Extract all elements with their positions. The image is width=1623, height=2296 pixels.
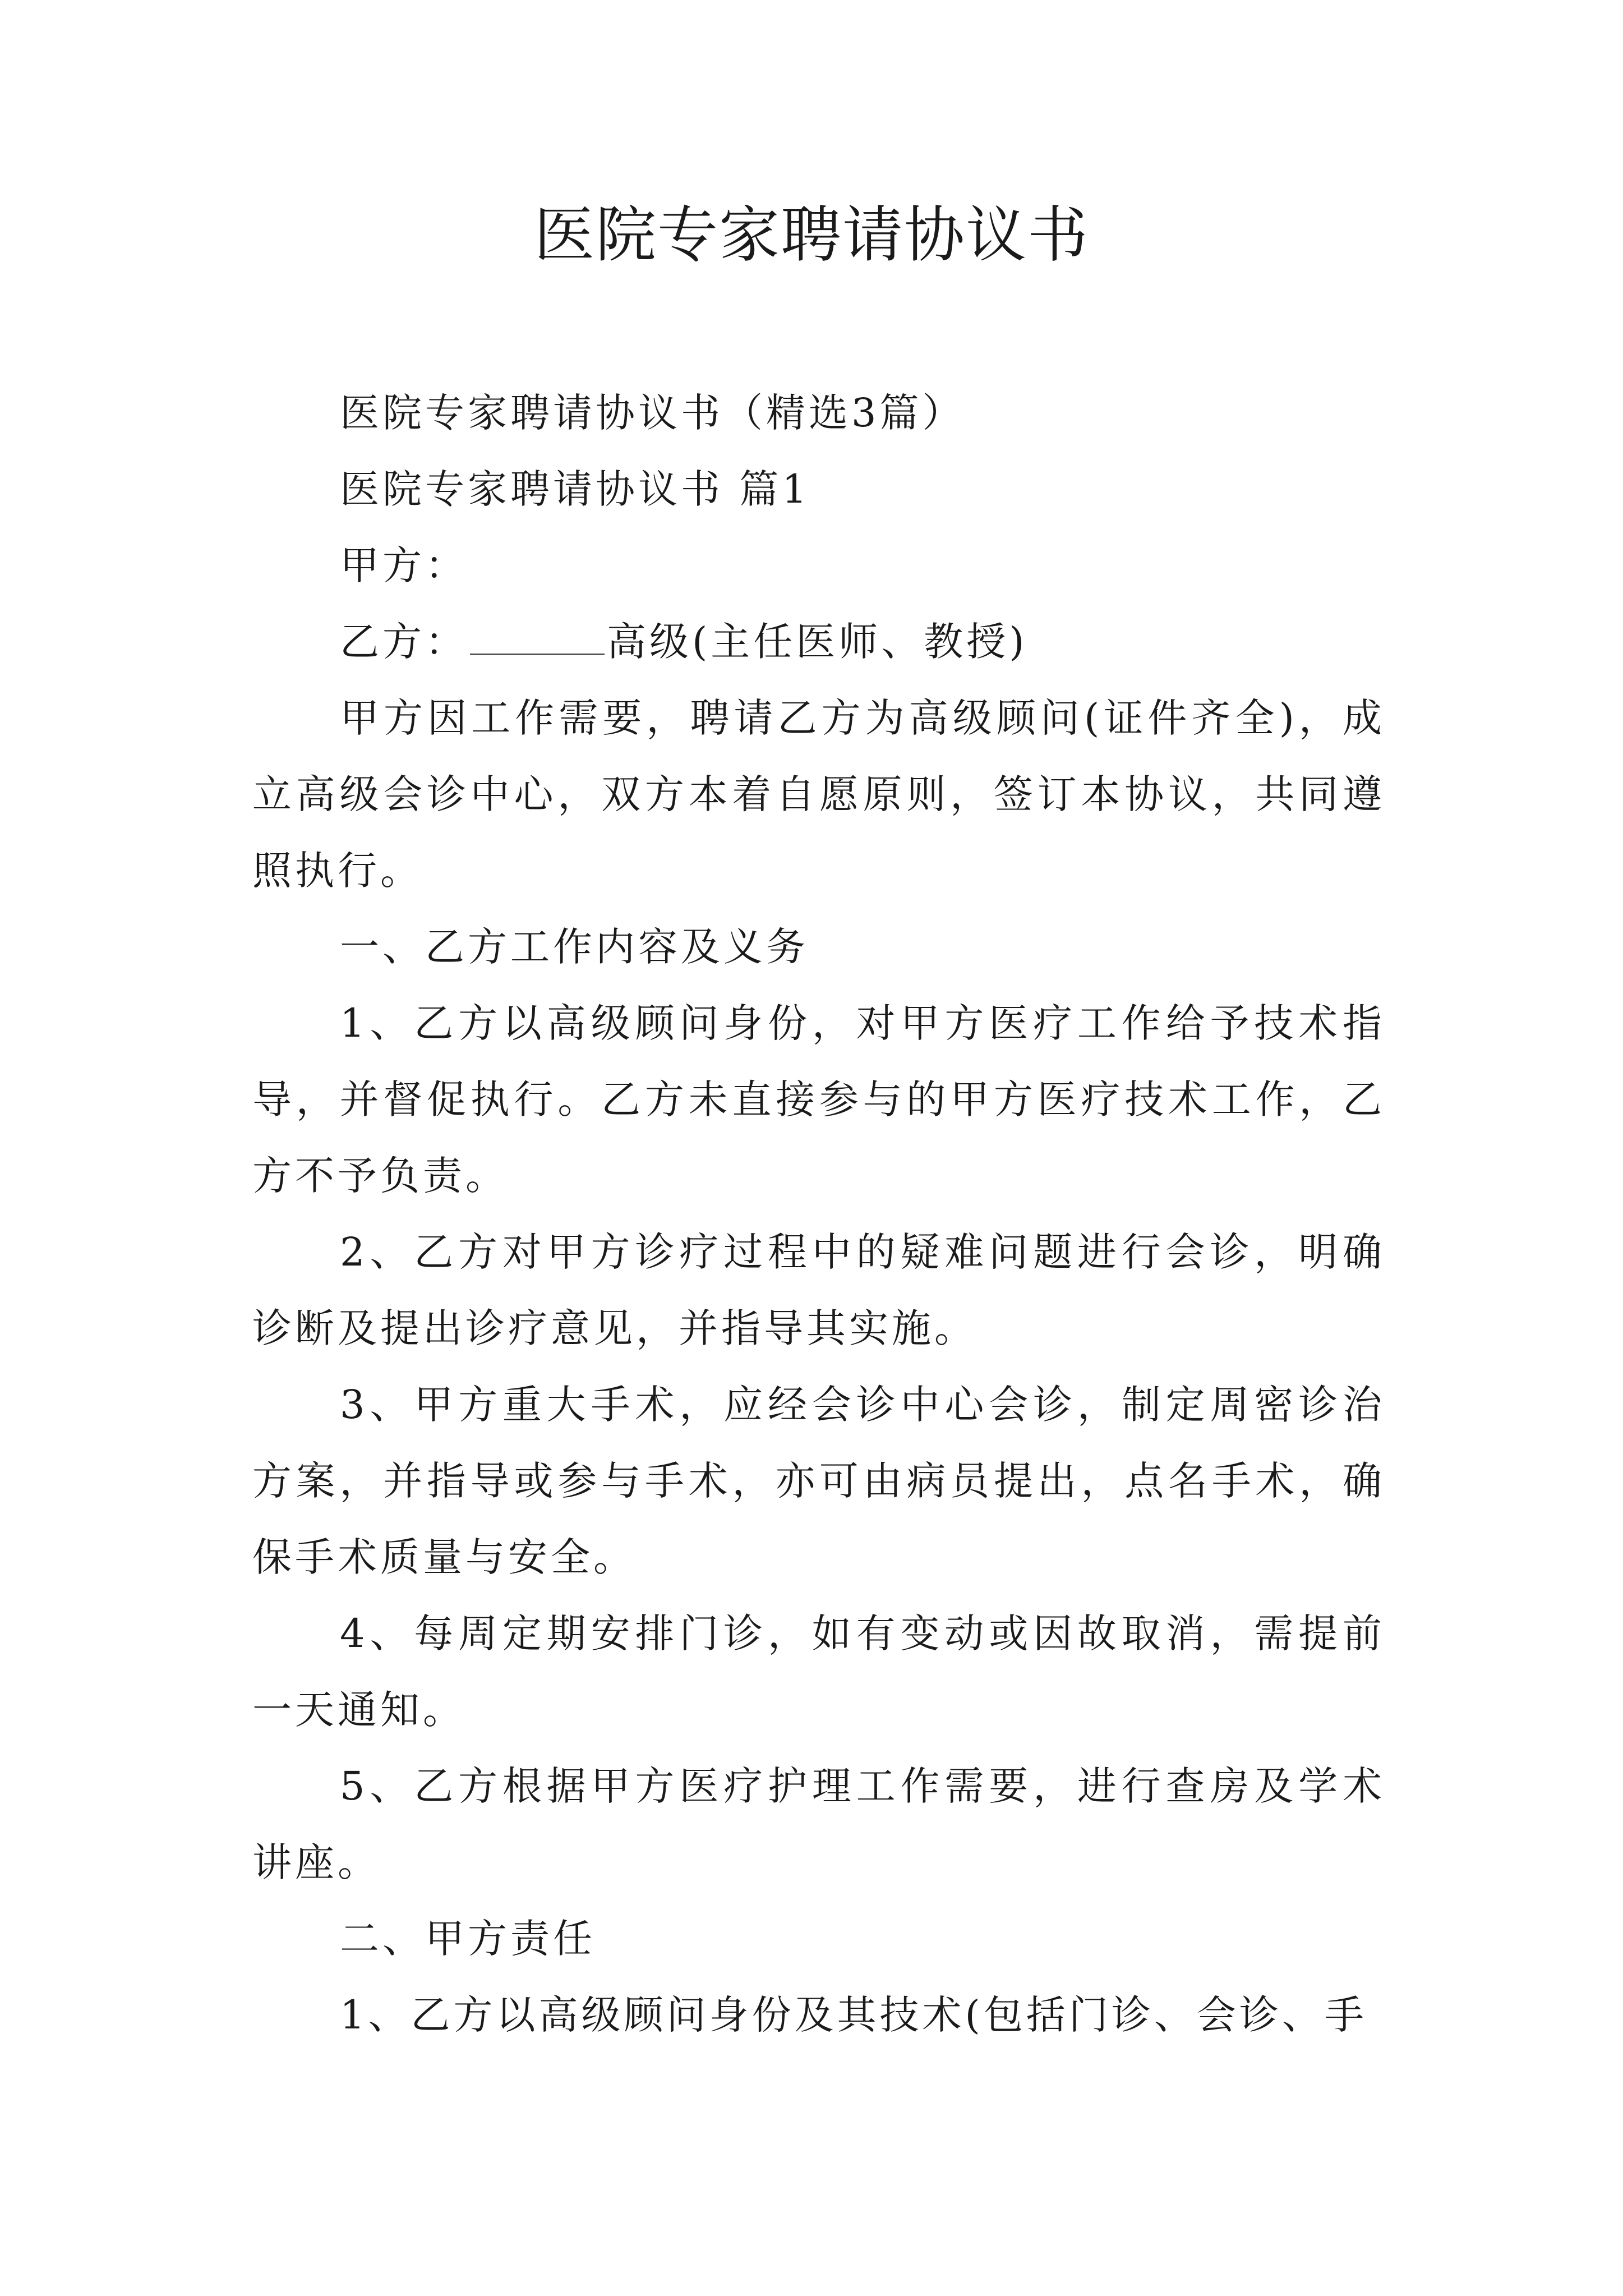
clause-1-2: 2、乙方对甲方诊疗过程中的疑难问题进行会诊，明确诊断及提出诊疗意见，并指导其实施。: [252, 1229, 1385, 1351]
paragraph-part-heading: 医院专家聘请协议书 篇1: [340, 466, 810, 512]
clause-1-5: 5、乙方根据甲方医疗护理工作需要，进行查房及学术讲座。: [252, 1763, 1385, 1885]
party-b-title: 高级(主任医师、教授): [607, 619, 1028, 665]
document-title: 医院专家聘请协议书: [533, 200, 1089, 270]
clause-1-3: 3、甲方重大手术，应经会诊中心会诊，制定周密诊治方案，并指导或参与手术，亦可由病员提出，点名手术，确保手术质量与安全。: [252, 1382, 1385, 1580]
document-body: [252, 375, 1385, 2053]
paragraph-intro: 甲方因工作需要，聘请乙方为高级顾问(证件齐全)，成立高级会诊中心，双方本着自愿原则，签订本协议，共同遵照执行。: [252, 695, 1385, 894]
paragraph-party-a: 甲方：: [340, 542, 468, 588]
party-b-label: 乙方：: [340, 619, 468, 665]
clause-1-1: 1、乙方以高级顾问身份，对甲方医疗工作给予技术指导，并督促执行。乙方未直接参与的甲方医疗技术工作，乙方不予负责。: [252, 1000, 1385, 1199]
clause-2-1: 1、乙方以高级顾问身份及其技术(包括门诊、会诊、手: [340, 1992, 1367, 2038]
paragraph-party-b: [252, 604, 1385, 680]
party-b-blank-line: [470, 620, 605, 655]
section-heading-2: 二、甲方责任: [340, 1916, 596, 1962]
paragraph-subtitle: 医院专家聘请协议书（精选3篇）: [340, 390, 965, 436]
section-heading-1: 一、乙方工作内容及义务: [340, 924, 809, 970]
clause-1-4: 4、每周定期安排门诊，如有变动或因故取消，需提前一天通知。: [252, 1611, 1385, 1733]
